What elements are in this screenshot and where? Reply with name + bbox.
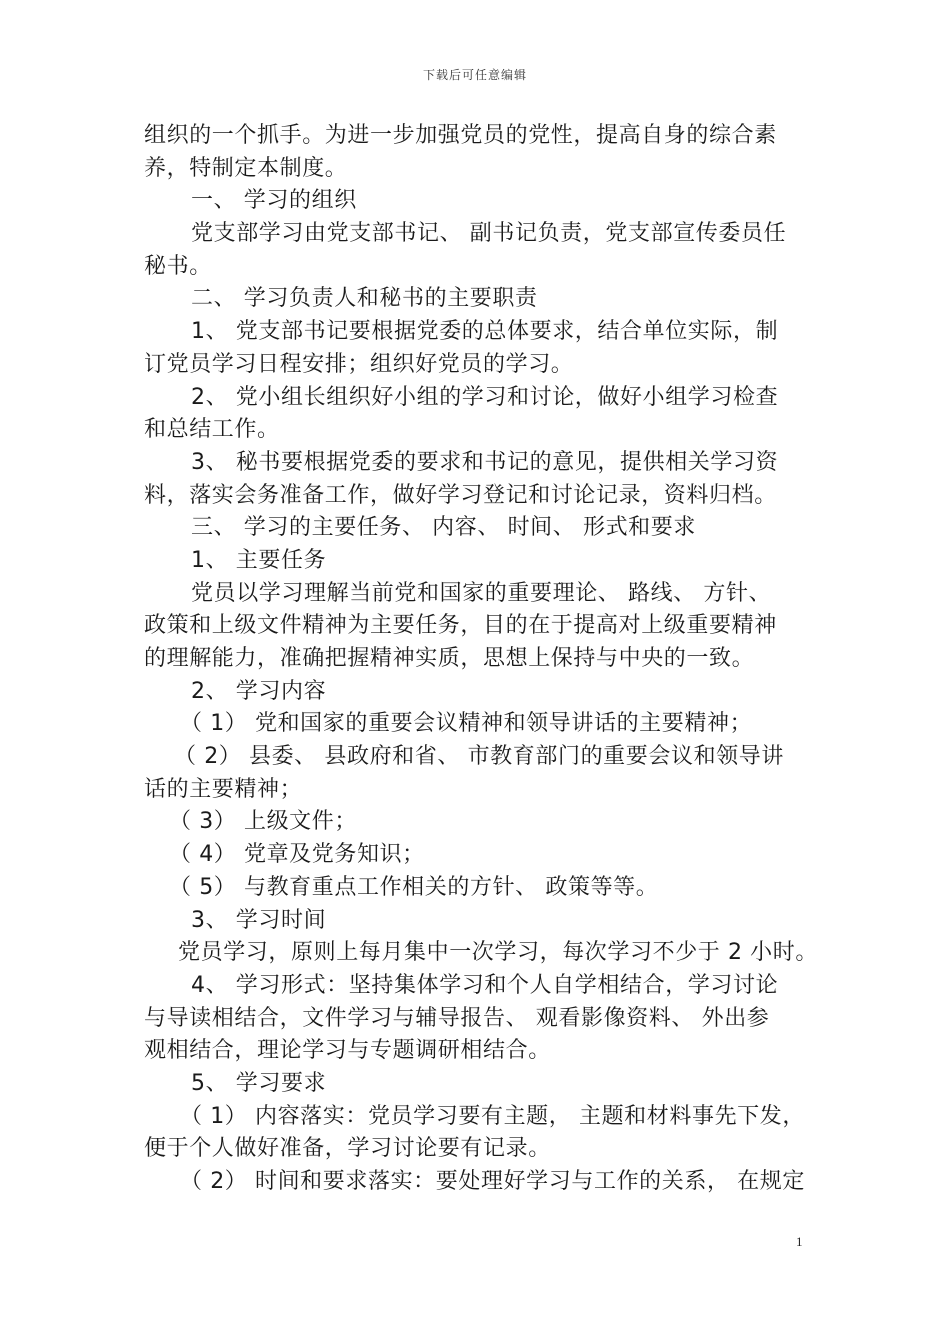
list-item: （ 3） 上级文件；	[169, 809, 357, 835]
list-item: （ 4） 党章及党务知识；	[169, 842, 425, 868]
paragraph-line: 的理解能力，准确把握精神实质，思想上保持与中央的一致。	[144, 646, 755, 671]
subsection-heading: 5、 学习要求	[191, 1070, 327, 1096]
paragraph-line: 党员学习，原则上每月集中一次学习，每次学习不少于 2 小时。	[178, 940, 818, 966]
subsection-heading: 2、 学习内容	[191, 678, 327, 704]
list-item: 4、 学习形式：坚持集体学习和个人自学相结合，学习讨论	[191, 972, 779, 998]
paragraph-line: 组织的一个抓手。为进一步加强党员的党性，提高自身的综合素	[144, 123, 777, 148]
paragraph-line: 便于个人做好准备，学习讨论要有记录。	[144, 1136, 551, 1162]
paragraph-line: 政策和上级文件精神为主要任务，目的在于提高对上级重要精神	[144, 613, 777, 639]
list-item: （ 1） 内容落实：党员学习要有主题， 主题和材料事先下发，	[180, 1103, 805, 1129]
list-item: 3、 秘书要根据党委的要求和书记的意见，提供相关学习资	[191, 449, 779, 475]
paragraph-line: 养，特制定本制度。	[144, 155, 348, 181]
list-item: （ 1） 党和国家的重要会议精神和领导讲话的主要精神；	[180, 711, 753, 737]
document-body	[144, 120, 818, 1199]
list-item: 1、 党支部书记要根据党委的总体要求，结合单位实际，制	[191, 319, 779, 345]
paragraph-line: 秘书。	[144, 253, 212, 279]
paragraph-line: 话的主要精神；	[144, 776, 303, 802]
subsection-heading: 3、 学习时间	[191, 907, 327, 933]
paragraph-line: 和总结工作。	[144, 417, 280, 443]
subsection-heading: 1、 主要任务	[191, 547, 327, 573]
paragraph-line: 党支部学习由党支部书记、 副书记负责，党支部宣传委员任	[191, 221, 787, 247]
page-header: 下载后可任意编辑	[422, 68, 527, 82]
list-item: 2、 党小组长组织好小组的学习和讨论，做好小组学习检查	[191, 384, 779, 410]
page-number: 1	[796, 1234, 803, 1249]
paragraph-line: 料，落实会务准备工作，做好学习登记和讨论记录，资料归档。	[144, 482, 777, 508]
paragraph-line: 订党员学习日程安排；组织好党员的学习。	[144, 351, 574, 377]
section-heading: 一、 学习的组织	[191, 188, 357, 214]
section-heading: 三、 学习的主要任务、 内容、 时间、 形式和要求	[191, 515, 696, 541]
paragraph-line: 观相结合，理论学习与专题调研相结合。	[144, 1038, 551, 1064]
list-item: （ 5） 与教育重点工作相关的方针、 政策等等。	[169, 874, 659, 900]
section-heading: 二、 学习负责人和秘书的主要职责	[191, 286, 538, 312]
list-item: （ 2） 时间和要求落实：要处理好学习与工作的关系， 在规定	[180, 1169, 805, 1194]
list-item: （ 2） 县委、 县政府和省、 市教育部门的重要会议和领导讲	[174, 744, 784, 770]
paragraph-line: 党员以学习理解当前党和国家的重要理论、 路线、 方针、	[191, 580, 772, 606]
paragraph-line: 与导读相结合，文件学习与辅导报告、 观看影像资料、 外出参	[144, 1005, 770, 1031]
